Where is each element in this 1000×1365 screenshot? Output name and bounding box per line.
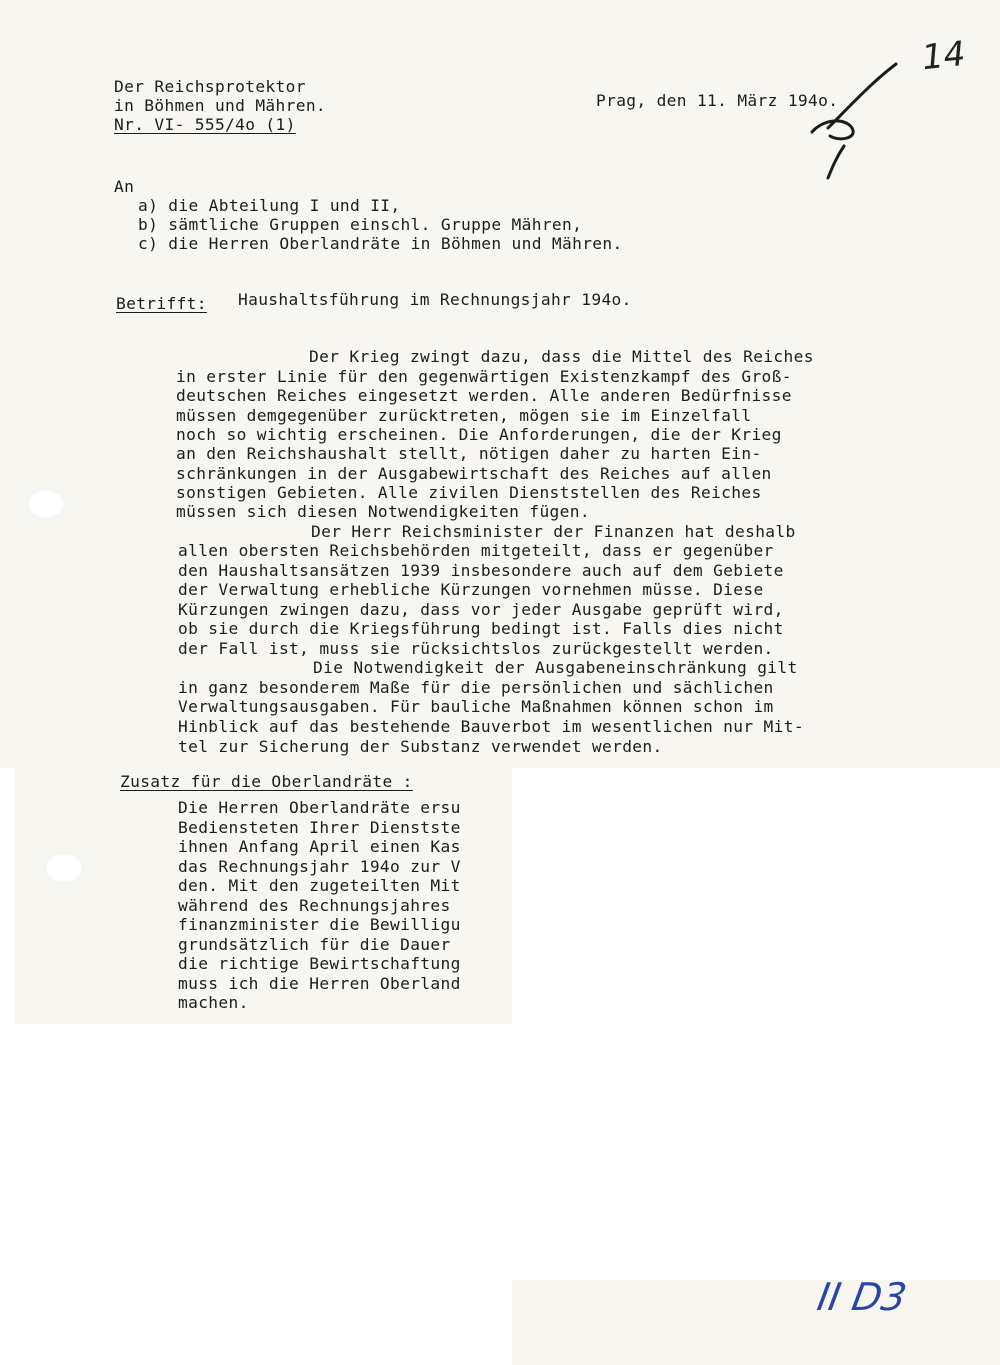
addressee-item: c) die Herren Oberlandräte in Böhmen und Mähren. [138, 234, 623, 253]
body-line: in ganz besonderem Maße für die persönlichen und sächlichen [178, 678, 774, 697]
body-line: deutschen Reiches eingesetzt werden. Alle anderen Bedürfnisse [176, 386, 792, 405]
addendum-heading: Zusatz für die Oberlandräte : [120, 772, 413, 791]
body-line: in erster Linie für den gegenwärtigen Existenzkampf des Groß- [176, 367, 792, 386]
addendum-line: Die Herren Oberlandräte ersu [178, 798, 461, 817]
reference-number: Nr. VI- 555/4o (1) [114, 115, 296, 134]
place-date: Prag, den 11. März 194o. [596, 91, 839, 110]
body-line: der Verwaltung erhebliche Kürzungen vornehmen müsse. Diese [178, 580, 764, 599]
body-line: der Fall ist, muss sie rücksichtslos zurückgestellt werden. [178, 639, 774, 658]
addendum-text-block [160, 784, 512, 1024]
subject-text: Haushaltsführung im Rechnungsjahr 194o. [238, 290, 632, 309]
punch-hole-lower [44, 852, 84, 884]
addressee-item: a) die Abteilung I und II, [138, 196, 401, 215]
body-line: Der Herr Reichsminister der Finanzen hat deshalb [311, 522, 796, 541]
body-line: Der Krieg zwingt dazu, dass die Mittel des Reiches [309, 347, 814, 366]
addendum-line: Bediensteten Ihrer Dienstste [178, 818, 461, 837]
addendum-line: den. Mit den zugeteilten Mit [178, 876, 461, 895]
body-line: schränkungen in der Ausgabewirtschaft des Reiches auf allen [176, 464, 772, 483]
body-line: allen obersten Reichsbehörden mitgeteilt, dass er gegenüber [178, 541, 774, 560]
addendum-line: ihnen Anfang April einen Kas [178, 837, 461, 856]
body-line: Die Notwendigkeit der Ausgabeneinschränkung gilt [313, 658, 798, 677]
body-line: an den Reichshaushalt stellt, nötigen daher zu harten Ein- [176, 444, 762, 463]
subject-label: Betrifft: [116, 294, 207, 313]
body-line: sonstigen Gebieten. Alle zivilen Dienststellen des Reiches [176, 483, 762, 502]
page-number: 14 [920, 33, 968, 79]
addressee-item: b) sämtliche Gruppen einschl. Gruppe Mähren, [138, 215, 583, 234]
addendum-line: muss ich die Herren Oberland [178, 974, 461, 993]
addendum-line: finanzminister die Bewilligu [178, 915, 461, 934]
body-line: tel zur Sicherung der Substanz verwendet werden. [178, 737, 663, 756]
addendum-line: die richtige Bewirtschaftung [178, 954, 461, 973]
body-line: noch so wichtig erscheinen. Die Anforderungen, die der Krieg [176, 425, 782, 444]
addendum-line: das Rechnungsjahr 194o zur V [178, 857, 461, 876]
addendum-line: machen. [178, 993, 249, 1012]
addendum-line: grundsätzlich für die Dauer [178, 935, 451, 954]
punch-hole-upper [26, 488, 66, 520]
body-line: Kürzungen zwingen dazu, dass vor jeder Ausgabe geprüft wird, [178, 600, 784, 619]
body-line: ob sie durch die Kriegsführung bedingt ist. Falls dies nicht [178, 619, 784, 638]
addendum-line: während des Rechnungsjahres [178, 896, 451, 915]
body-line: müssen demgegenüber zurücktreten, mögen sie im Einzelfall [176, 406, 752, 425]
sender-line-1: Der Reichsprotektor [114, 77, 306, 96]
paper-sheet-footer [512, 1280, 1000, 1365]
file-mark: II D3 [814, 1275, 910, 1319]
body-line: Verwaltungsausgaben. Für bauliche Maßnahmen können schon im [178, 697, 774, 716]
signature-initials [800, 58, 910, 182]
sender-line-2: in Böhmen und Mähren. [114, 96, 327, 115]
addressee-intro: An [114, 177, 135, 196]
body-line: Hinblick auf das bestehende Bauverbot im wesentlichen nur Mit- [178, 717, 804, 736]
body-line: müssen sich diesen Notwendigkeiten fügen. [176, 502, 590, 521]
body-line: den Haushaltsansätzen 1939 insbesondere auch auf dem Gebiete [178, 561, 784, 580]
